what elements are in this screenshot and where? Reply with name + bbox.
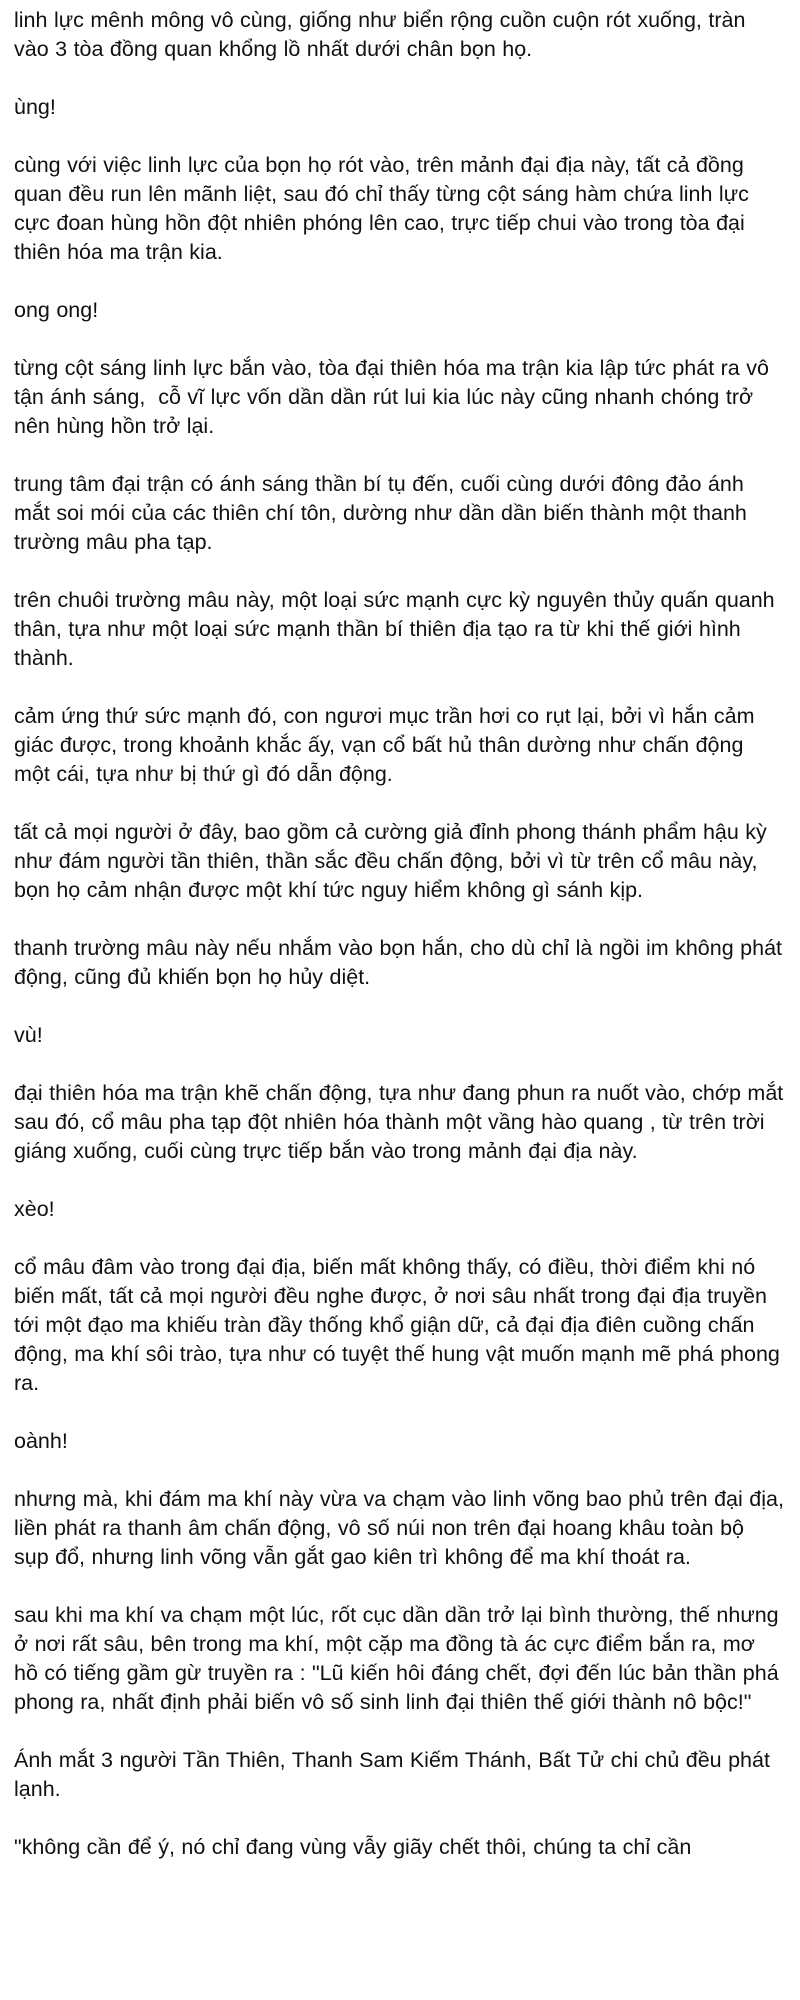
paragraph-13: xèo! <box>14 1197 55 1221</box>
paragraph-15: oành! <box>14 1429 68 1453</box>
paragraph-5: từng cột sáng linh lực bắn vào, tòa đại thiên hóa ma trận kia lập tức phát ra vô tận ánh sáng, cỗ vĩ lực vốn dần dần rút lui kia lúc này cũng nhanh chóng trở nên hùng hồn trở lại. <box>14 356 776 438</box>
paragraph-3: cùng với việc linh lực của bọn họ rót vào, trên mảnh đại địa này, tất cả đồng quan đều run lên mãnh liệt, sau đó chỉ thấy từng cột sáng hàm chứa linh lực cực đoan hùng hồn đột nhiên phóng lên cao, trực tiếp chui vào trong tòa đại thiên hóa ma trận kia. <box>14 153 749 264</box>
paragraph-14: cổ mâu đâm vào trong đại địa, biến mất không thấy, có điều, thời điểm khi nó biến mất, tất cả mọi người đều nghe được, ở nơi sâu nhất trong đại địa truyền tới một đạo ma khiếu tràn đầy thống khổ giận dữ, cả đại địa điên cuồng chấn động, ma khí sôi trào, tựa như có tuyệt thế hung vật muốn mạnh mẽ phá phong ra. <box>14 1255 780 1395</box>
paragraph-12: đại thiên hóa ma trận khẽ chấn động, tựa như đang phun ra nuốt vào, chớp mắt sau đó, cổ mâu pha tạp đột nhiên hóa thành một vầng hào quang , từ trên trời giáng xuống, cuối cùng trực tiếp bắn vào trong mảnh đại địa này. <box>14 1081 784 1163</box>
paragraph-19: "không cần để ý, nó chỉ đang vùng vẫy giãy chết thôi, chúng ta chỉ cần <box>14 1835 692 1859</box>
paragraph-6: trung tâm đại trận có ánh sáng thần bí tụ đến, cuối cùng dưới đông đảo ánh mắt soi mói của các thiên chí tôn, dường như dần dần biến thành một thanh trường mâu pha tạp. <box>14 472 747 554</box>
paragraph-1: linh lực mênh mông vô cùng, giống như biển rộng cuồn cuộn rót xuống, tràn vào 3 tòa đồng quan khổng lồ nhất dưới chân bọn họ. <box>14 8 746 61</box>
paragraph-4: ong ong! <box>14 298 99 322</box>
paragraph-2: ùng! <box>14 95 56 119</box>
document-page <box>14 6 784 1862</box>
paragraph-16: nhưng mà, khi đám ma khí này vừa va chạm vào linh võng bao phủ trên đại địa, liền phát ra thanh âm chấn động, vô số núi non trên đại hoang khâu toàn bộ sụp đổ, nhưng linh võng vẫn gắt gao kiên trì không để ma khí thoát ra. <box>14 1487 784 1569</box>
paragraph-11: vù! <box>14 1023 43 1047</box>
paragraph-8: cảm ứng thứ sức mạnh đó, con ngươi mục trần hơi co rụt lại, bởi vì hắn cảm giác được, trong khoảnh khắc ấy, vạn cổ bất hủ thân dường như chấn động một cái, tựa như bị thứ gì đó dẫn động. <box>14 704 755 786</box>
paragraph-18: Ánh mắt 3 người Tần Thiên, Thanh Sam Kiếm Thánh, Bất Tử chi chủ đều phát lạnh. <box>14 1748 770 1801</box>
paragraph-9: tất cả mọi người ở đây, bao gồm cả cường giả đỉnh phong thánh phẩm hậu kỳ như đám người tần thiên, thần sắc đều chấn động, bởi vì từ trên cổ mâu này, bọn họ cảm nhận được một khí tức nguy hiểm không gì sánh kịp. <box>14 820 767 902</box>
paragraph-10: thanh trường mâu này nếu nhắm vào bọn hắn, cho dù chỉ là ngồi im không phát động, cũng đủ khiến bọn họ hủy diệt. <box>14 936 782 989</box>
paragraph-17: sau khi ma khí va chạm một lúc, rốt cục dần dần trở lại bình thường, thế nhưng ở nơi rất sâu, bên trong ma khí, một cặp ma đồng tà ác cực điểm bắn ra, mơ hồ có tiếng gầm gừ truyền ra : "Lũ kiến hôi đáng chết, đợi đến lúc bản thần phá phong ra, nhất định phải biến vô số sinh linh đại thiên thế giới thành nô bộc!" <box>14 1603 779 1714</box>
paragraph-7: trên chuôi trường mâu này, một loại sức mạnh cực kỳ nguyên thủy quấn quanh thân, tựa như một loại sức mạnh thần bí thiên địa tạo ra từ khi thế giới hình thành. <box>14 588 775 670</box>
